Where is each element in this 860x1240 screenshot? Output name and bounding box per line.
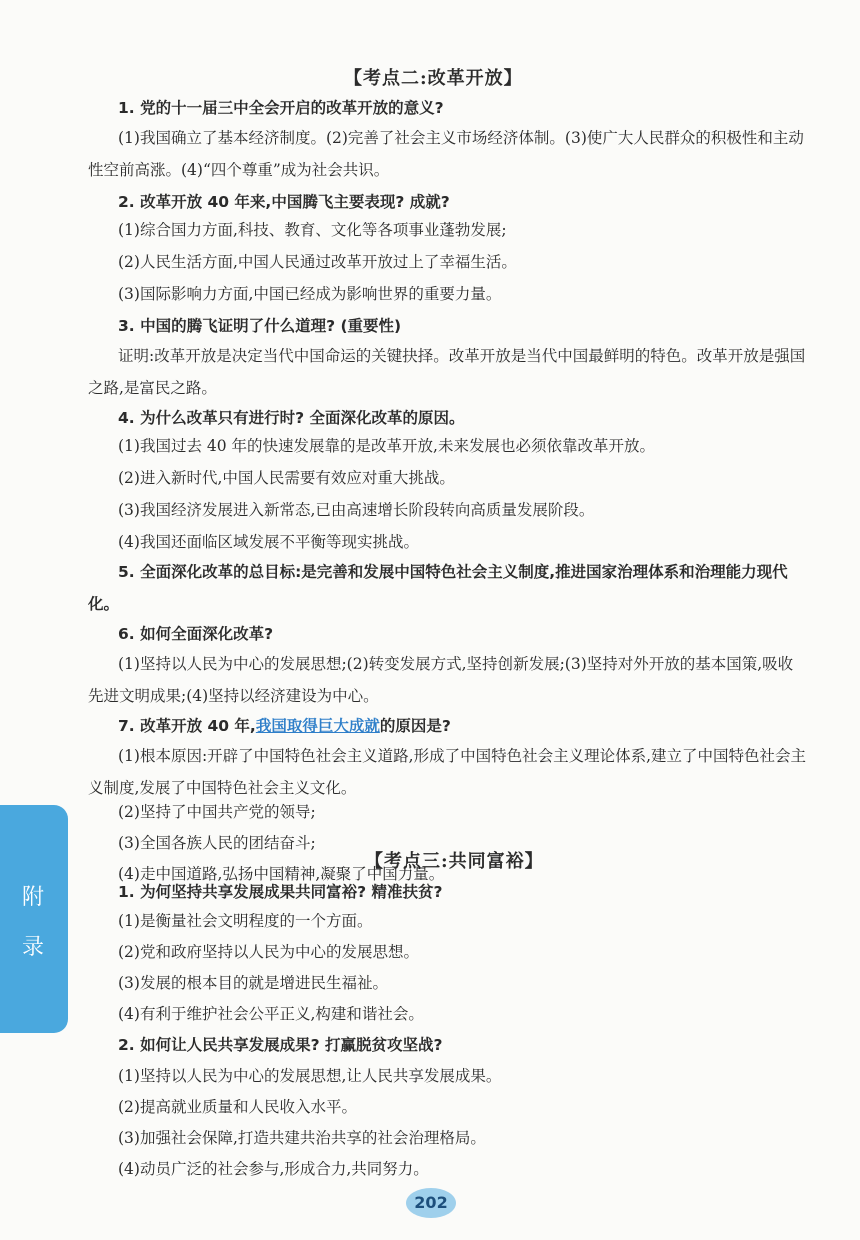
question-5: 5. 全面深化改革的总目标:是完善和发展中国特色社会主义制度,推进国家治理体系和治理能力现代化。	[88, 563, 788, 613]
answer-7-item: (3)全国各族人民的团结奋斗;	[118, 834, 316, 852]
question-7-prefix: 7. 改革开放 40 年,	[118, 717, 256, 735]
question-2: 2. 改革开放 40 年来,中国腾飞主要表现? 成就?	[118, 193, 450, 211]
answer-4-item: (4)我国还面临区域发展不平衡等现实挑战。	[118, 533, 419, 551]
answer-7-item: (2)坚持了中国共产党的领导;	[118, 803, 316, 821]
answer-4-item: (1)我国过去 40 年的快速发展靠的是改革开放,未来发展也必须依靠改革开放。	[118, 437, 655, 455]
question-7	[118, 714, 451, 736]
answer-s2-1-item: (2)党和政府坚持以人民为中心的发展思想。	[118, 943, 419, 961]
page-number: 202	[406, 1188, 456, 1218]
highlighted-phrase: 我国取得巨大成就	[255, 717, 380, 735]
side-tab-char: 附	[22, 885, 45, 910]
question-s2-1: 1. 为何坚持共享发展成果共同富裕? 精准扶贫?	[118, 883, 443, 901]
question-3: 3. 中国的腾飞证明了什么道理? (重要性)	[118, 317, 402, 335]
question-4: 4. 为什么改革只有进行时? 全面深化改革的原因。	[118, 409, 465, 427]
answer-7-main: (1)根本原因:开辟了中国特色社会主义道路,形成了中国特色社会主义理论体系,建立了中国特色社会主义制度,发展了中国特色社会主义文化。	[88, 747, 807, 797]
answer-4-item: (2)进入新时代,中国人民需要有效应对重大挑战。	[118, 469, 455, 487]
answer-7-item: (4)走中国道路,弘扬中国精神,凝聚了中国力量。	[118, 865, 445, 883]
answer-s2-1-item: (4)有利于维护社会公平正义,构建和谐社会。	[118, 1005, 424, 1023]
answer-2-item: (1)综合国力方面,科技、教育、文化等各项事业蓬勃发展;	[118, 221, 507, 239]
question-1: 1. 党的十一届三中全会开启的改革开放的意义?	[118, 99, 444, 117]
answer-2-item: (3)国际影响力方面,中国已经成为影响世界的重要力量。	[118, 285, 502, 303]
answer-s2-2-item: (2)提高就业质量和人民收入水平。	[118, 1098, 357, 1116]
answer-s2-1-item: (3)发展的根本目的就是增进民生福祉。	[118, 974, 388, 992]
answer-3: 证明:改革开放是决定当代中国命运的关键抉择。改革开放是当代中国最鲜明的特色。改革开放是强国之路,是富民之路。	[88, 347, 806, 397]
question-7-suffix: 的原因是?	[379, 717, 451, 735]
answer-s2-1-item: (1)是衡量社会文明程度的一个方面。	[118, 912, 373, 930]
answer-6: (1)坚持以人民为中心的发展思想;(2)转变发展方式,坚持创新发展;(3)坚持对外开放的基本国策,吸收先进文明成果;(4)坚持以经济建设为中心。	[88, 655, 794, 705]
side-tab-char: 录	[22, 935, 45, 960]
section-heading-reform: 【考点二:改革开放】	[344, 68, 523, 89]
appendix-side-tab	[0, 805, 68, 1033]
question-6: 6. 如何全面深化改革?	[118, 625, 274, 643]
answer-4-item: (3)我国经济发展进入新常态,已由高速增长阶段转向高质量发展阶段。	[118, 501, 595, 519]
answer-s2-2-item: (4)动员广泛的社会参与,形成合力,共同努力。	[118, 1160, 429, 1178]
answer-s2-2-item: (1)坚持以人民为中心的发展思想,让人民共享发展成果。	[118, 1067, 502, 1085]
question-s2-2: 2. 如何让人民共享发展成果? 打赢脱贫攻坚战?	[118, 1036, 443, 1054]
section-heading-common-prosperity: 【考点三:共同富裕】	[365, 851, 544, 872]
answer-s2-2-item: (3)加强社会保障,打造共建共治共享的社会治理格局。	[118, 1129, 486, 1147]
answer-1: (1)我国确立了基本经济制度。(2)完善了社会主义市场经济体制。(3)使广大人民群众的积极性和主动性空前高涨。(4)“四个尊重”成为社会共识。	[88, 129, 804, 179]
answer-2-item: (2)人民生活方面,中国人民通过改革开放过上了幸福生活。	[118, 253, 517, 271]
